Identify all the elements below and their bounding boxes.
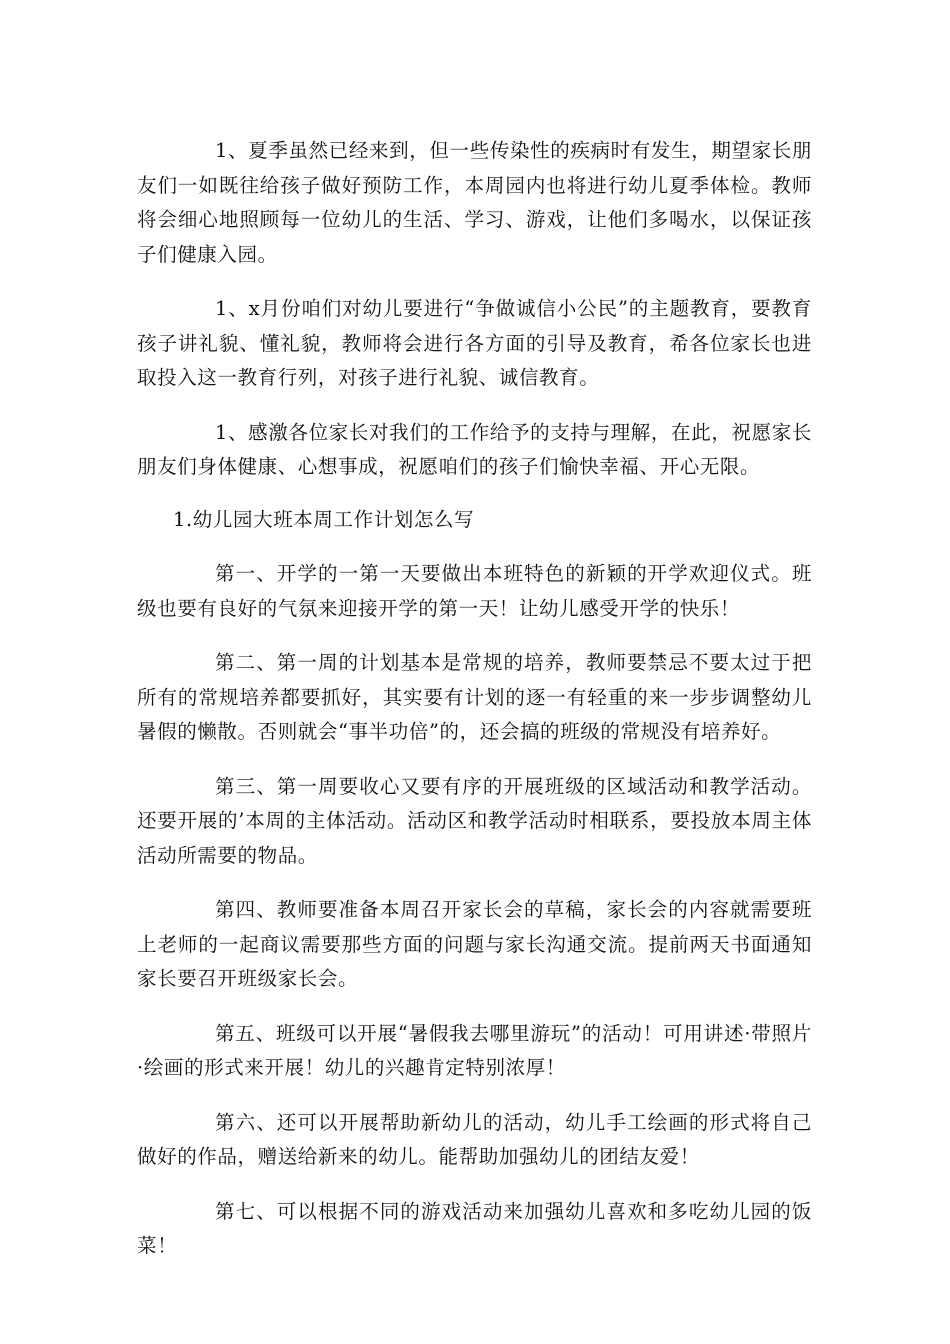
paragraph-fourth: 第四、教师要准备本周召开家长会的草稿，家长会的内容就需要班上老师的一起商议需要那些方面的问题与家长沟通交流。提前两天书面通知家长要召开班级家长会。 — [137, 898, 812, 990]
section-heading: 1.幼儿园大班本周工作计划怎么写 — [173, 507, 475, 531]
paragraph-etiquette-education: 1、x月份咱们对幼儿要进行“争做诚信小公民”的主题教育，要教育孩子讲礼貌、懂礼貌，教师将会进行各方面的引导及教育，希各位家长也进取投入这一教育行列，对孩子进行礼貌、诚信教育。 — [137, 297, 812, 389]
paragraph-thanks: 1、感激各位家长对我们的工作给予的支持与理解，在此，祝愿家长朋友们身体健康、心想事成，祝愿咱们的孩子们愉快幸福、开心无限。 — [137, 420, 812, 478]
paragraph-second: 第二、第一周的计划基本是常规的培养，教师要禁忌不要太过于把所有的常规培养都要抓好，其实要有计划的逐一有轻重的来一步步调整幼儿暑假的懒散。否则就会“事半功倍”的，还会搞的班级的常规没有培养好。 — [137, 651, 812, 743]
paragraph-health-notice: 1、夏季虽然已经来到，但一些传染性的疾病时有发生，期望家长朋友们一如既往给孩子做好预防工作，本周园内也将进行幼儿夏季体检。教师将会细心地照顾每一位幼儿的生活、学习、游戏，让他们多喝水，以保证孩子们健康入园。 — [137, 139, 812, 266]
paragraph-fifth: 第五、班级可以开展“暑假我去哪里游玩”的活动！可用讲述·带照片·绘画的形式来开展！幼儿的兴趣肯定特别浓厚！ — [137, 1021, 812, 1079]
paragraph-third: 第三、第一周要收心又要有序的开展班级的区域活动和教学活动。还要开展的’本周的主体活动。活动区和教学活动时相联系，要投放本周主体活动所需要的物品。 — [137, 774, 812, 867]
paragraph-sixth: 第六、还可以开展帮助新幼儿的活动，幼儿手工绘画的形式将自己做好的作品，赠送给新来的幼儿。能帮助加强幼儿的团结友爱！ — [137, 1110, 812, 1168]
document-body — [137, 134, 812, 1264]
paragraph-seventh: 第七、可以根据不同的游戏活动来加强幼儿喜欢和多吃幼儿园的饭菜！ — [137, 1199, 812, 1257]
paragraph-first: 第一、开学的一第一天要做出本班特色的新颖的开学欢迎仪式。班级也要有良好的气氛来迎接开学的第一天！让幼儿感受开学的快乐！ — [137, 562, 812, 620]
